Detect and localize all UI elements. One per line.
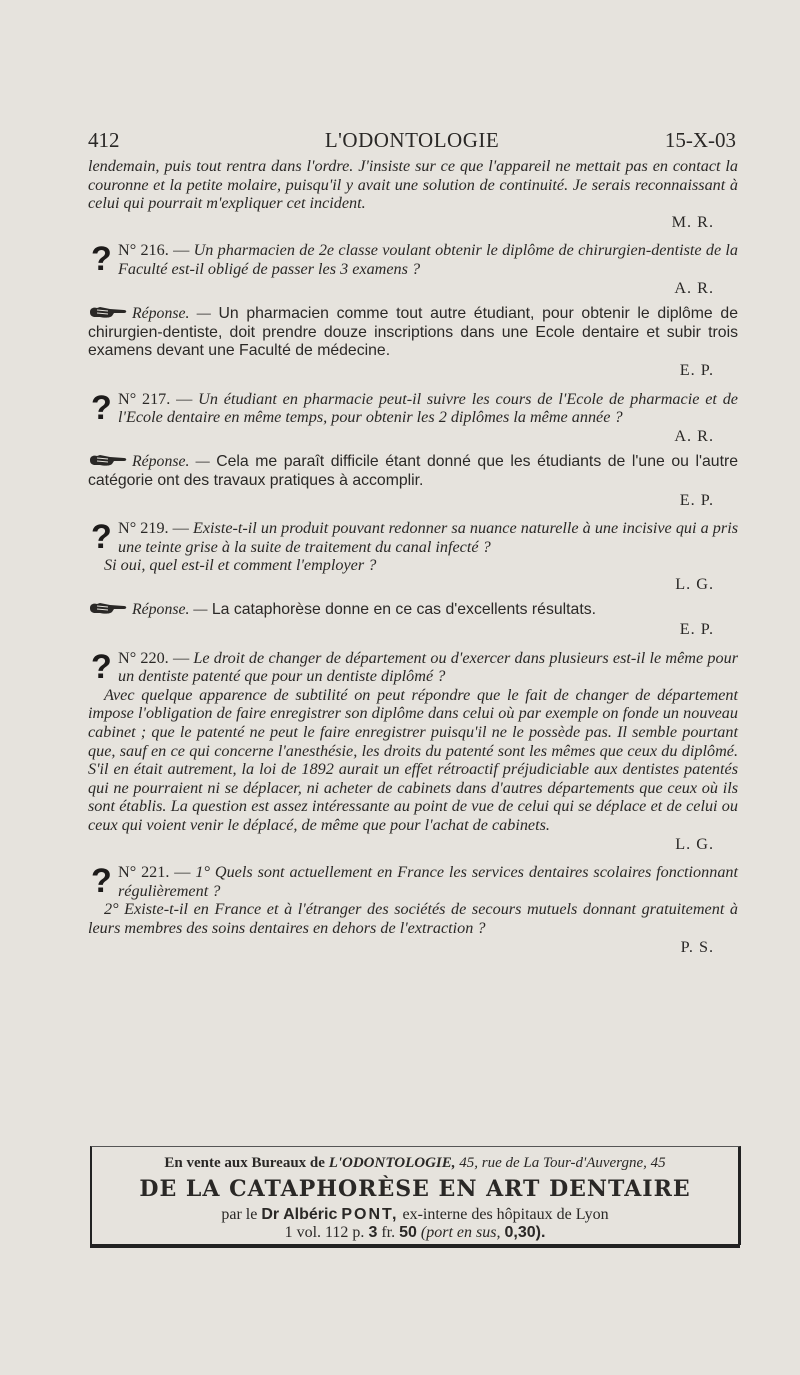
ad-author-first: Albéric [283, 1206, 338, 1223]
journal-title: L'ODONTOLOGIE [324, 128, 500, 152]
response-signature: E. P. [679, 620, 714, 639]
page-body [88, 157, 738, 956]
intro-paragraph: lendemain, puis tout rentra dans l'ordre. J'insiste sur ce que l'appareil ne mettait pas en contact la couronne et la petite molaire, puisqu'il y avait une solution de continuité. Je serais reconnaissant à celui qui pourrait m'expliquer cet incident. [88, 157, 738, 213]
ad-postage-price: 0,30). [504, 1224, 546, 1241]
question-mark-icon: ? [91, 862, 112, 901]
question-signature: A. R. [674, 278, 714, 297]
question-followup: Si oui, quel est-il et comment l'employer ? [104, 556, 377, 575]
question-text: Un étudiant en pharmacie peut-il suivre les cours de l'Ecole de pharmacie et de l'Ecole dentaire en même temps, pour obtenir les 2 diplômes la même année ? [118, 389, 738, 427]
ad-address: 45, rue de La Tour-d'Auvergne, 45 [459, 1155, 666, 1171]
ad-price-unit: fr. [381, 1224, 396, 1241]
response-text: La cataphorèse donne en ce cas d'excellents résultats. [211, 601, 596, 619]
response-text: Un pharmacien comme tout autre étudiant, pour obtenir le diplôme de chirurgien-dentiste, doit prendre douze inscriptions dans une Ecole dentaire et subir trois examens devant une Faculté de médecine. [88, 305, 738, 360]
pointing-hand-icon [88, 305, 128, 319]
ad-author-last: PONT, [341, 1206, 399, 1223]
response-216 [88, 305, 738, 361]
response-217 [88, 453, 738, 490]
page-number: 412 [88, 128, 120, 152]
response-signature: E. P. [679, 490, 714, 509]
question-followup: 2° Existe-t-il en France et à l'étranger des sociétés de secours mutuels donnant gratuitement à leurs membres des soins dentaires en dehors de l'extraction ? [88, 900, 738, 937]
question-signature: L. G. [675, 574, 714, 593]
ad-journal-name: L'ODONTOLOGIE, [328, 1155, 456, 1171]
question-text: 1° Quels sont actuellement en France les services dentaires scolaires fonctionnant régulièrement ? [118, 863, 739, 900]
question-text: Le droit de changer de département ou d'exercer dans plusieurs est-il le même pour un dentiste patenté que pour un dentiste diplômé ? [118, 648, 738, 686]
response-label: Réponse. — [132, 453, 210, 471]
ad-book-title: DE LA CATAPHORÈSE EN ART DENTAIRE [139, 1176, 691, 1202]
ad-by: par le [221, 1206, 258, 1223]
question-220 [88, 649, 738, 686]
response-219 [88, 601, 738, 620]
ad-price-line [92, 1224, 738, 1242]
question-mark-icon: ? [91, 388, 112, 427]
question-216 [88, 241, 738, 278]
question-text: Existe-t-il un produit pouvant redonner sa nuance naturelle à une incisive qui a pris une teinte grise à la suite de traitement du canal infecté ? [118, 519, 738, 556]
response-label: Réponse. — [132, 305, 211, 323]
ad-author-line [92, 1206, 738, 1224]
answer-signature: L. G. [675, 834, 714, 853]
issue-date: 15-X-03 [664, 128, 736, 152]
ad-author-role: ex-interne des hôpitaux de Lyon [402, 1206, 609, 1223]
advertisement-box [90, 1146, 741, 1245]
intro-signature: M. R. [671, 212, 714, 231]
response-signature: E. P. [679, 360, 714, 379]
question-mark-icon: ? [91, 518, 112, 557]
question-mark-icon: ? [91, 647, 112, 686]
question-signature: P. S. [680, 937, 714, 956]
question-number: N° 220. — [118, 648, 190, 667]
ad-sales-prefix: En vente aux Bureaux de [164, 1155, 325, 1171]
ad-price-cents: 50 [399, 1224, 417, 1241]
ad-volume: 1 vol. 112 p. [284, 1224, 365, 1241]
question-number: N° 219. — [118, 519, 189, 538]
response-text: Cela me paraît difficile étant donné que les étudiants de l'une ou l'autre catégorie ont des travaux pratiques à accomplir. [88, 453, 738, 489]
question-mark-icon: ? [91, 240, 112, 279]
question-signature: A. R. [674, 426, 714, 445]
ad-author-title: Dr [261, 1206, 280, 1223]
running-head [88, 128, 736, 154]
question-number: N° 217. — [118, 389, 193, 408]
pointing-hand-icon [88, 453, 128, 467]
question-number: N° 216. — [118, 241, 190, 260]
question-number: N° 221. — [118, 863, 191, 882]
question-219 [88, 519, 738, 556]
question-text: Un pharmacien de 2e classe voulant obtenir le diplôme de chirurgien-dentiste de la Faculté est-il obligé de passer les 3 examens ? [118, 241, 739, 278]
ad-sales-line [92, 1155, 738, 1172]
ad-postage: (port en sus, [420, 1224, 501, 1241]
pointing-hand-icon [88, 601, 128, 615]
advertisement-border [90, 1244, 740, 1248]
answer-paragraph: Avec quelque apparence de subtilité on peut répondre que le fait de changer de département impose l'obligation de faire enregistrer son diplôme dans celui où par exemple on fonde un nouveau cabinet ; que le patenté ne peut le faire enregistrer puisqu'il ne le possède pas. Il semble pourtant que, sauf en ce qui concerne l'anesthésie, les droits du patenté sont les mêmes que ceux du diplômé. S'il en était autrement, la loi de 1892 aurait un effet rétroactif préjudiciable aux dentistes patentés qui ne pourraient ni se déplacer, ni acheter de cabinets dans d'autres départements que ceux où ils sont établis. La question est assez intéressante au point de vue de celui qui se déplace et de celui ou ceux qui voient venir le déplacé, de même que pour l'achat de cabinets. [88, 685, 738, 834]
question-217 [88, 390, 738, 427]
ad-price: 3 [368, 1224, 378, 1241]
response-label: Réponse. — [132, 601, 208, 619]
question-221 [88, 863, 738, 900]
